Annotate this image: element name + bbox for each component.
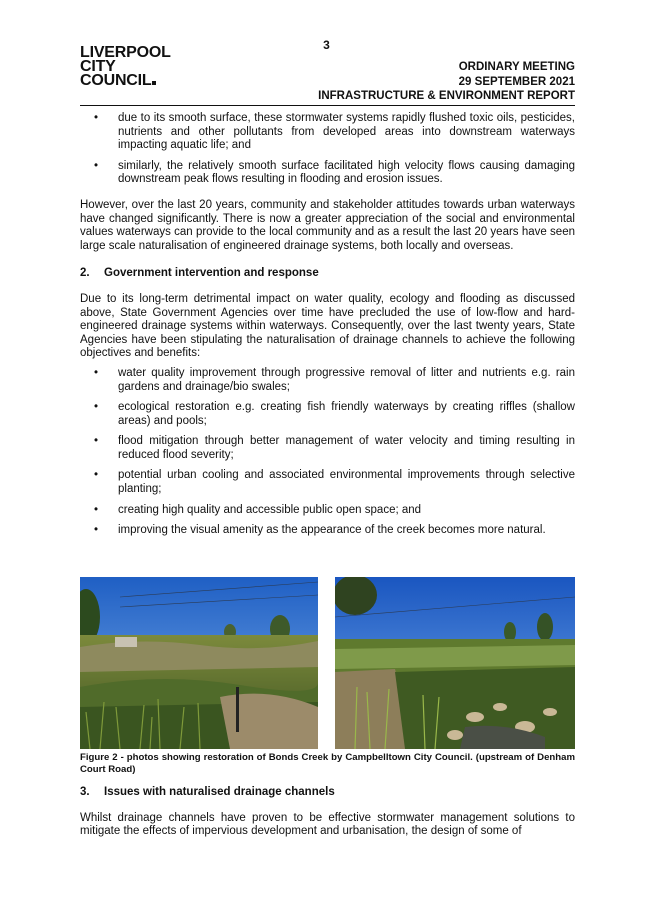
bullet-text: due to its smooth surface, these stormwater systems rapidly flushed toxic oils, pesticides, nutrients and other pollutants from developed areas into downstream waterways impacting aquatic life; and — [118, 112, 575, 152]
section-3-heading — [80, 786, 575, 800]
figure-photos — [80, 577, 575, 749]
bullet-text: water quality improvement through progressive removal of litter and nutrients e.g. rain gardens and drainage/bio swales; — [118, 366, 575, 393]
logo-line-2: CITY — [80, 58, 116, 75]
bullet-text: creating high quality and accessible public open space; and — [118, 503, 422, 516]
creek-photo-left — [80, 577, 318, 749]
list-item — [80, 524, 575, 538]
meeting-type: ORDINARY MEETING — [458, 61, 575, 73]
bullet-icon: • — [94, 366, 99, 379]
bullet-icon: • — [94, 524, 99, 537]
bullet-icon: • — [94, 401, 99, 414]
section-number: 2. — [80, 267, 90, 280]
main-content — [80, 112, 575, 545]
objectives-bullet-list — [80, 367, 575, 538]
list-item — [80, 435, 575, 462]
logo-line-3: COUNCIL — [80, 72, 152, 89]
header-rule — [80, 105, 575, 106]
bullet-icon: • — [94, 469, 99, 482]
bullet-icon: • — [94, 435, 99, 448]
list-item — [80, 112, 575, 153]
bullet-text: similarly, the relatively smooth surface facilitated high velocity flows causing damaging downstream peak flows resulting in flooding and erosion issues. — [118, 159, 575, 186]
bullet-text: improving the visual amenity as the appearance of the creek becomes more natural. — [118, 524, 546, 537]
section-title: Issues with naturalised drainage channels — [104, 786, 335, 798]
meeting-date: 29 SEPTEMBER 2021 — [458, 76, 575, 88]
logo-line-3-wrap — [80, 74, 171, 88]
list-item — [80, 160, 575, 187]
section-3-content — [80, 786, 575, 839]
bullet-text: potential urban cooling and associated environmental improvements through selective planting; — [118, 469, 575, 496]
list-item — [80, 469, 575, 496]
section-number: 3. — [80, 786, 90, 798]
bullet-text: ecological restoration e.g. creating fish friendly waterways by creating riffles (shallow areas) and pools; — [118, 401, 575, 427]
section-2-paragraph: Due to its long-term detrimental impact on water quality, ecology and flooding as discussed above, State Government Agencies over time have precluded the use of low-flow and hard-engineered drainage systems within waterways. Consequently, over the last twenty years, State Agencies have been stipulating the naturalisation of drainage channels to achieve the following objectives and benefits: — [80, 292, 575, 360]
logo-dot-icon — [152, 81, 156, 85]
bullet-icon: • — [94, 112, 99, 124]
section-3-paragraph: Whilst drainage channels have proven to be effective stormwater management solutions to mitigate the effects of impervious development and urbanisation, the design of some of — [80, 811, 575, 838]
council-logo — [80, 46, 171, 88]
paragraph-however: However, over the last 20 years, community and stakeholder attitudes towards urban waterways have changed significantly. There is now a greater appreciation of the social and environmental values waterways can provide to the local community and as a result the last 20 years have seen large scale naturalisation of engineered drainage systems, both locally and overseas. — [80, 198, 575, 252]
bullet-icon: • — [94, 159, 99, 172]
bullet-text: flood mitigation through better management of water velocity and timing resulting in reduced flood severity; — [118, 435, 575, 461]
meeting-info — [459, 60, 575, 90]
list-item — [80, 401, 575, 428]
intro-bullet-list — [80, 112, 575, 187]
figure-caption: Figure 2 - photos showing restoration of Bonds Creek by Campbelltown City Council. (upstream of Denham Court Road) — [80, 752, 575, 775]
list-item — [80, 367, 575, 394]
page-number: 3 — [323, 38, 330, 52]
bullet-icon: • — [94, 503, 99, 516]
creek-photo-right — [335, 577, 575, 749]
logo-line-1: LIVERPOOL — [80, 44, 171, 61]
report-title: INFRASTRUCTURE & ENVIRONMENT REPORT — [318, 90, 575, 102]
section-title: Government intervention and response — [104, 267, 319, 280]
list-item — [80, 504, 575, 518]
section-2-heading — [80, 267, 575, 281]
